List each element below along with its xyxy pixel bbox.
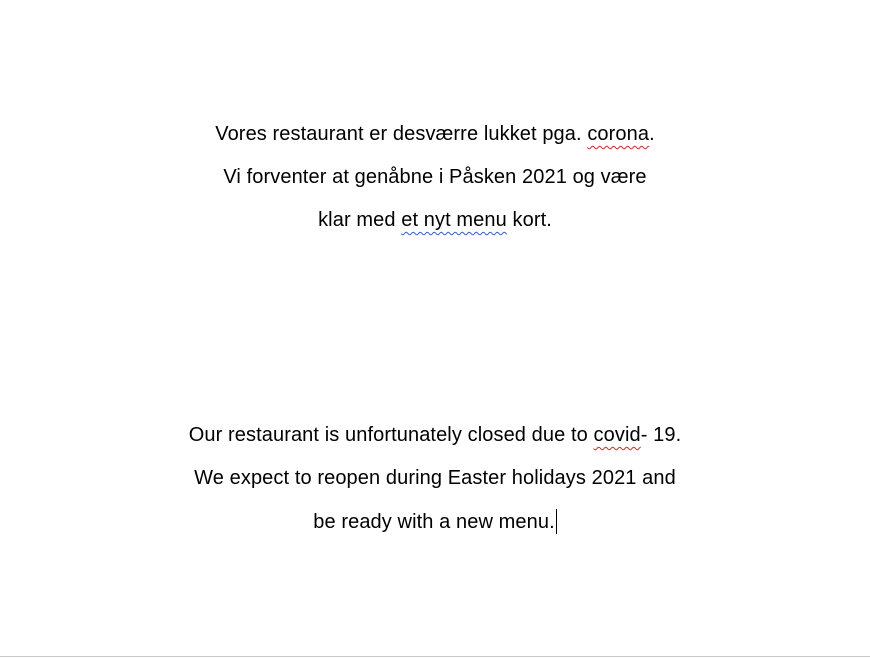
english-line-1-text: Our restaurant is unfortunately closed due to <box>188 424 594 446</box>
danish-line-1-text: Vores restaurant er desværre lukket pga. <box>215 123 588 145</box>
english-line-2: We expect to reopen during Easter holidays 2021 and <box>194 467 676 489</box>
text-cursor <box>556 509 557 534</box>
spelling-flagged-word[interactable]: corona <box>587 123 650 145</box>
english-line-1-end: - 19. <box>640 424 682 446</box>
page-bottom-edge <box>0 656 870 657</box>
danish-paragraph <box>0 122 870 251</box>
grammar-flagged-phrase[interactable]: et nyt menu <box>401 209 507 231</box>
english-line-1 <box>0 423 870 466</box>
english-line-3 <box>0 509 870 552</box>
danish-line-1-end: . <box>649 123 655 145</box>
danish-line-3-end: kort. <box>506 209 552 231</box>
danish-line-1 <box>0 122 870 165</box>
danish-line-3 <box>0 208 870 251</box>
spelling-flagged-word-covid[interactable]: covid <box>593 424 641 446</box>
english-paragraph <box>0 423 870 552</box>
english-line-3-text: be ready with a new menu. <box>313 511 555 533</box>
danish-line-3-text: klar med <box>318 209 402 231</box>
danish-line-2: Vi forventer at genåbne i Påsken 2021 og være <box>223 166 647 188</box>
